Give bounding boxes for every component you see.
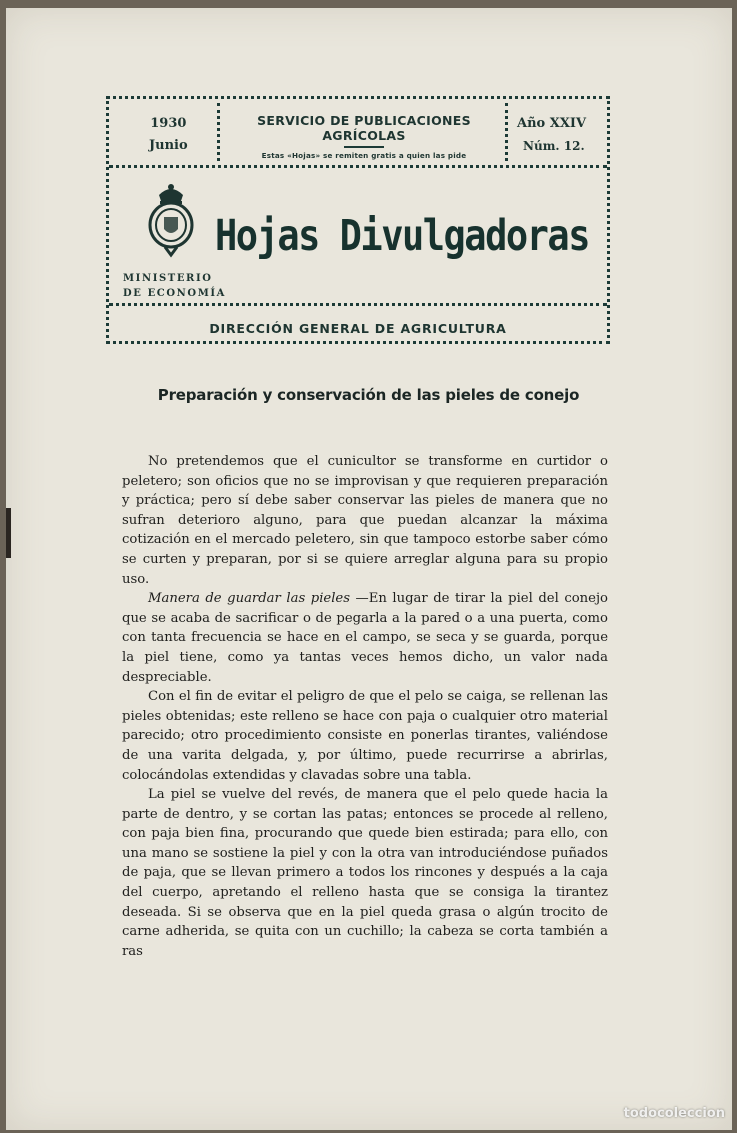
ministry-label xyxy=(123,271,226,301)
paragraph xyxy=(122,785,608,961)
paragraph-text: La piel se vuelve del revés, de manera que el pelo quede hacia la parte de dentro, y se cortan las patas; entonces se procede al relleno, con paja bien fina, procurando que quede bien estirada; para ello, con una mano se sostiene la piel y con la otra van introduciéndose puñados de paja, que se llevan primero a todos los rincones y después a la caja del cuerpo, apretando el relleno hasta que se consiga la tirantez deseada. Si se observa que en la piel queda grasa o algún trocito de carne adherida, se quita con un cuchillo; la cabeza se corta también a ras xyxy=(122,787,608,959)
masthead-frame xyxy=(106,96,610,344)
direccion-label: DIRECCIÓN GENERAL DE AGRICULTURA xyxy=(209,321,507,336)
divider xyxy=(505,103,508,161)
issue-date xyxy=(149,113,188,157)
ministry-line-2: DE ECONOMÍA xyxy=(123,288,227,299)
paragraph xyxy=(122,589,608,687)
service-note: Estas «Hojas» se remiten gratis a quien las pide xyxy=(261,151,467,160)
paragraph-text: Con el fin de evitar el peligro de que el pelo se caiga, se rellenan las pieles obtenidas; este relleno se hace con paja o cualquier otro material parecido; otro procedimiento consiste en ponerlas tirantes, valiéndose de una varita delgada, y, por último, puede recurrirse a abrirlas, colocándolas extendidas y clavadas sobre una tabla. xyxy=(122,689,608,783)
paragraph xyxy=(122,687,608,785)
royal-crest-icon xyxy=(145,181,197,259)
issue-number: Núm. 12. xyxy=(523,139,585,153)
watermark-logo: todocoleccion xyxy=(623,1106,725,1121)
divider xyxy=(217,103,220,161)
issue-month: Junio xyxy=(149,138,188,153)
ministry-line-1: MINISTERIO xyxy=(123,273,213,284)
page-sheet xyxy=(6,8,732,1130)
service-title: SERVICIO DE PUBLICACIONES AGRÍCOLAS xyxy=(257,113,471,143)
section-lead: Manera de guardar las pieles xyxy=(148,591,351,607)
divider xyxy=(344,146,384,148)
issue-volume: Año XXIV xyxy=(517,116,587,131)
divider xyxy=(109,165,607,168)
service-block xyxy=(227,113,501,160)
paragraph-text: No pretendemos que el cunicultor se transforme en curtidor o peletero; son oficios que no se improvisan y que requieren preparación y práctica; pero sí debe saber conservar las pieles de manera que no sufran deterioro alguno, para que puedan alcanzar la máxima cotización en el mercado peletero, sin que tampoco estorbe saber cómo se curten y preparan, por si se quiere arreglar alguna para su propio uso. xyxy=(122,454,608,587)
issue-year: 1930 xyxy=(150,116,187,131)
binding-mark xyxy=(6,508,11,558)
publication-title: Hojas Divulgadoras xyxy=(215,211,589,261)
article-body xyxy=(122,452,608,961)
paragraph-text: —En lugar de tirar la piel del conejo que se acaba de sacrificar o de pegarla a la pared o a una puerta, como con tanta frecuencia se hace en el campo, se seca y se guarda, porque la piel tiene, como ya tantas veces hemos dicho, un valor nada despreciable. xyxy=(122,591,608,685)
divider xyxy=(109,303,607,306)
paragraph xyxy=(122,452,608,589)
article-title: Preparación y conservación de las pieles de conejo xyxy=(157,386,580,404)
issue-info xyxy=(517,113,586,157)
